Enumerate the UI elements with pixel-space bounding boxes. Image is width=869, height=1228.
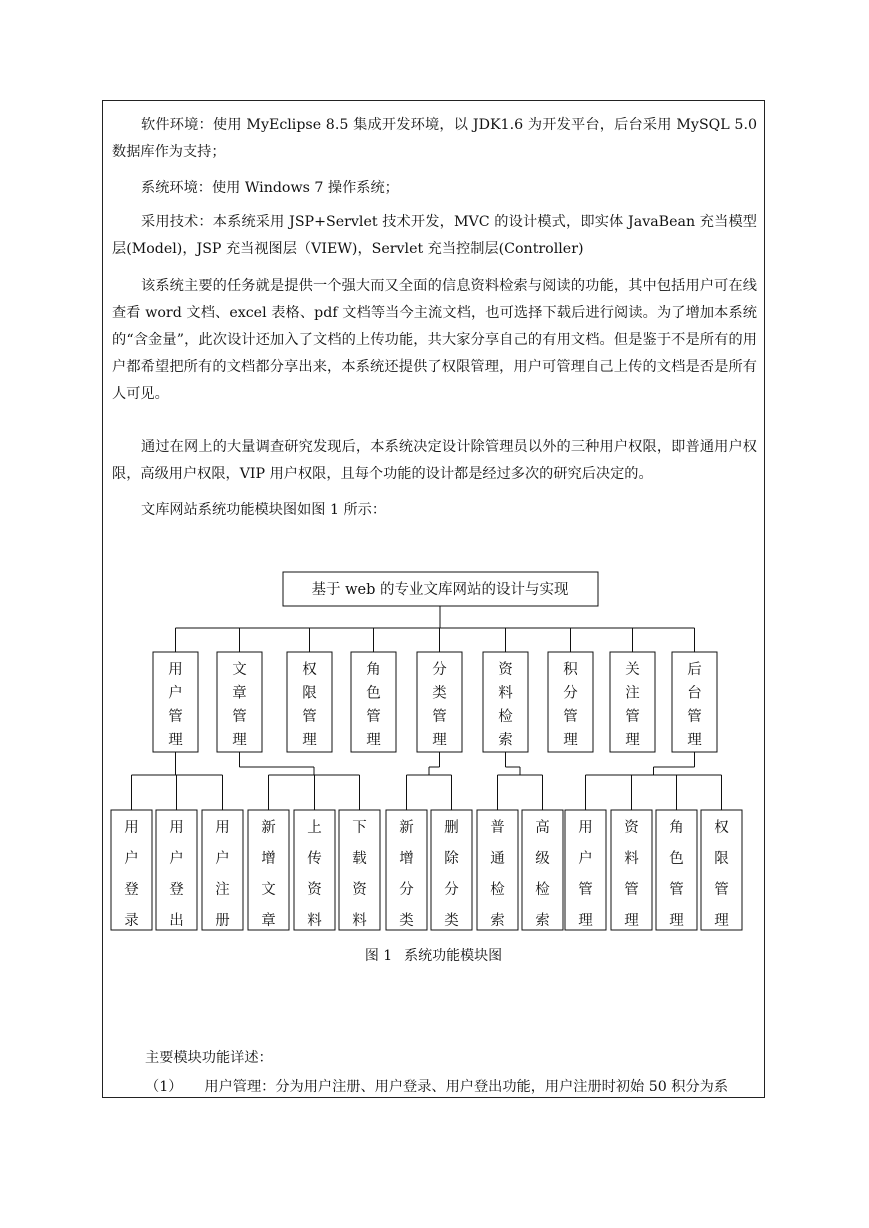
diagram-boxes: [111, 572, 742, 930]
module-0-label: 用户管理: [168, 662, 183, 749]
module-8-child-0-label: 用户管理: [578, 820, 593, 929]
module-7-label: 关注管理: [625, 662, 640, 749]
root-label: 基于 web 的专业文库网站的设计与实现: [311, 582, 569, 598]
list-item-number: （1）: [145, 1079, 183, 1095]
module-5-child-0-label: 普通检索: [490, 820, 505, 929]
module-1-child-1-label: 上传资料: [307, 820, 322, 929]
paragraph-user-permissions: 通过在网上的大量调查研究发现后，本系统决定设计除管理员以外的三种用户权限，即普通用户权限，高级用户权限，VIP 用户权限，且每个功能的设计都是经过多次的研究后决定的。: [112, 439, 757, 482]
module-5-label: 资料检索: [498, 662, 513, 749]
module-6-label: 积分管理: [563, 662, 578, 749]
module-8-child-1-label: 资料管理: [624, 820, 639, 929]
figure-caption: [102, 945, 765, 965]
module-8-child-3-label: 权限管理: [714, 820, 729, 929]
section-heading: 主要模块功能详述：: [145, 1050, 273, 1066]
module-4-label: 分类管理: [432, 662, 447, 749]
module-5-child-1-label: 高级检索: [535, 820, 550, 929]
paragraph-technology: 采用技术：本系统采用 JSP+Servlet 技术开发，MVC 的设计模式，即实体 JavaBean 充当模型层(Model)，JSP 充当视图层（VIEW)，Servlet 充当控制层(Controller): [112, 214, 757, 257]
module-0-child-2-label: 用户注册: [215, 820, 230, 929]
module-2-label: 权限管理: [302, 662, 317, 749]
module-1-label: 文章管理: [232, 662, 247, 749]
paragraph-figure-intro: 文库网站系统功能模块图如图 1 所示：: [141, 502, 387, 518]
paragraph-main-task: 该系统主要的任务就是提供一个强大而又全面的信息资料检索与阅读的功能，其中包括用户可在线查看 word 文档、excel 表格、pdf 文档等当今主流文档，也可选择下载后进行阅读。为了增加本系统的“含金量”，此次设计还加入了文档的上传功能，共大家分享自己的有用文档。但是鉴于不是所有的用户都希望把所有的文档都分享出来，本系统还提供了权限管理，用户可管理自己上传的文档是否是所有人可见。: [112, 278, 757, 402]
paragraph-software-env: 软件环境：使用 MyEclipse 8.5 集成开发环境，以 JDK1.6 为开发平台，后台采用 MySQL 5.0 数据库作为支持；: [112, 117, 757, 160]
module-0-child-0-label: 用户登录: [124, 820, 139, 929]
module-4-child-1-label: 删除分类: [444, 820, 459, 929]
module-0-child-1-label: 用户登出: [169, 820, 184, 929]
module-1-child-0-label: 新增文章: [261, 820, 276, 929]
figure-title: 系统功能模块图: [404, 948, 503, 964]
figure-number: 图 1: [364, 948, 393, 964]
paragraph-system-env: 系统环境：使用 Windows 7 操作系统；: [141, 180, 399, 196]
module-8-label: 后台管理: [687, 662, 702, 749]
list-item-text: 用户管理：分为用户注册、用户登录、用户登出功能，用户注册时初始 50 积分为系: [204, 1079, 729, 1095]
module-4-child-0-label: 新增分类: [399, 820, 414, 929]
module-3-label: 角色管理: [366, 662, 381, 749]
module-8-child-2-label: 角色管理: [669, 820, 684, 929]
module-1-child-2-label: 下载资料: [352, 820, 367, 929]
list-item-1: [145, 1076, 728, 1096]
